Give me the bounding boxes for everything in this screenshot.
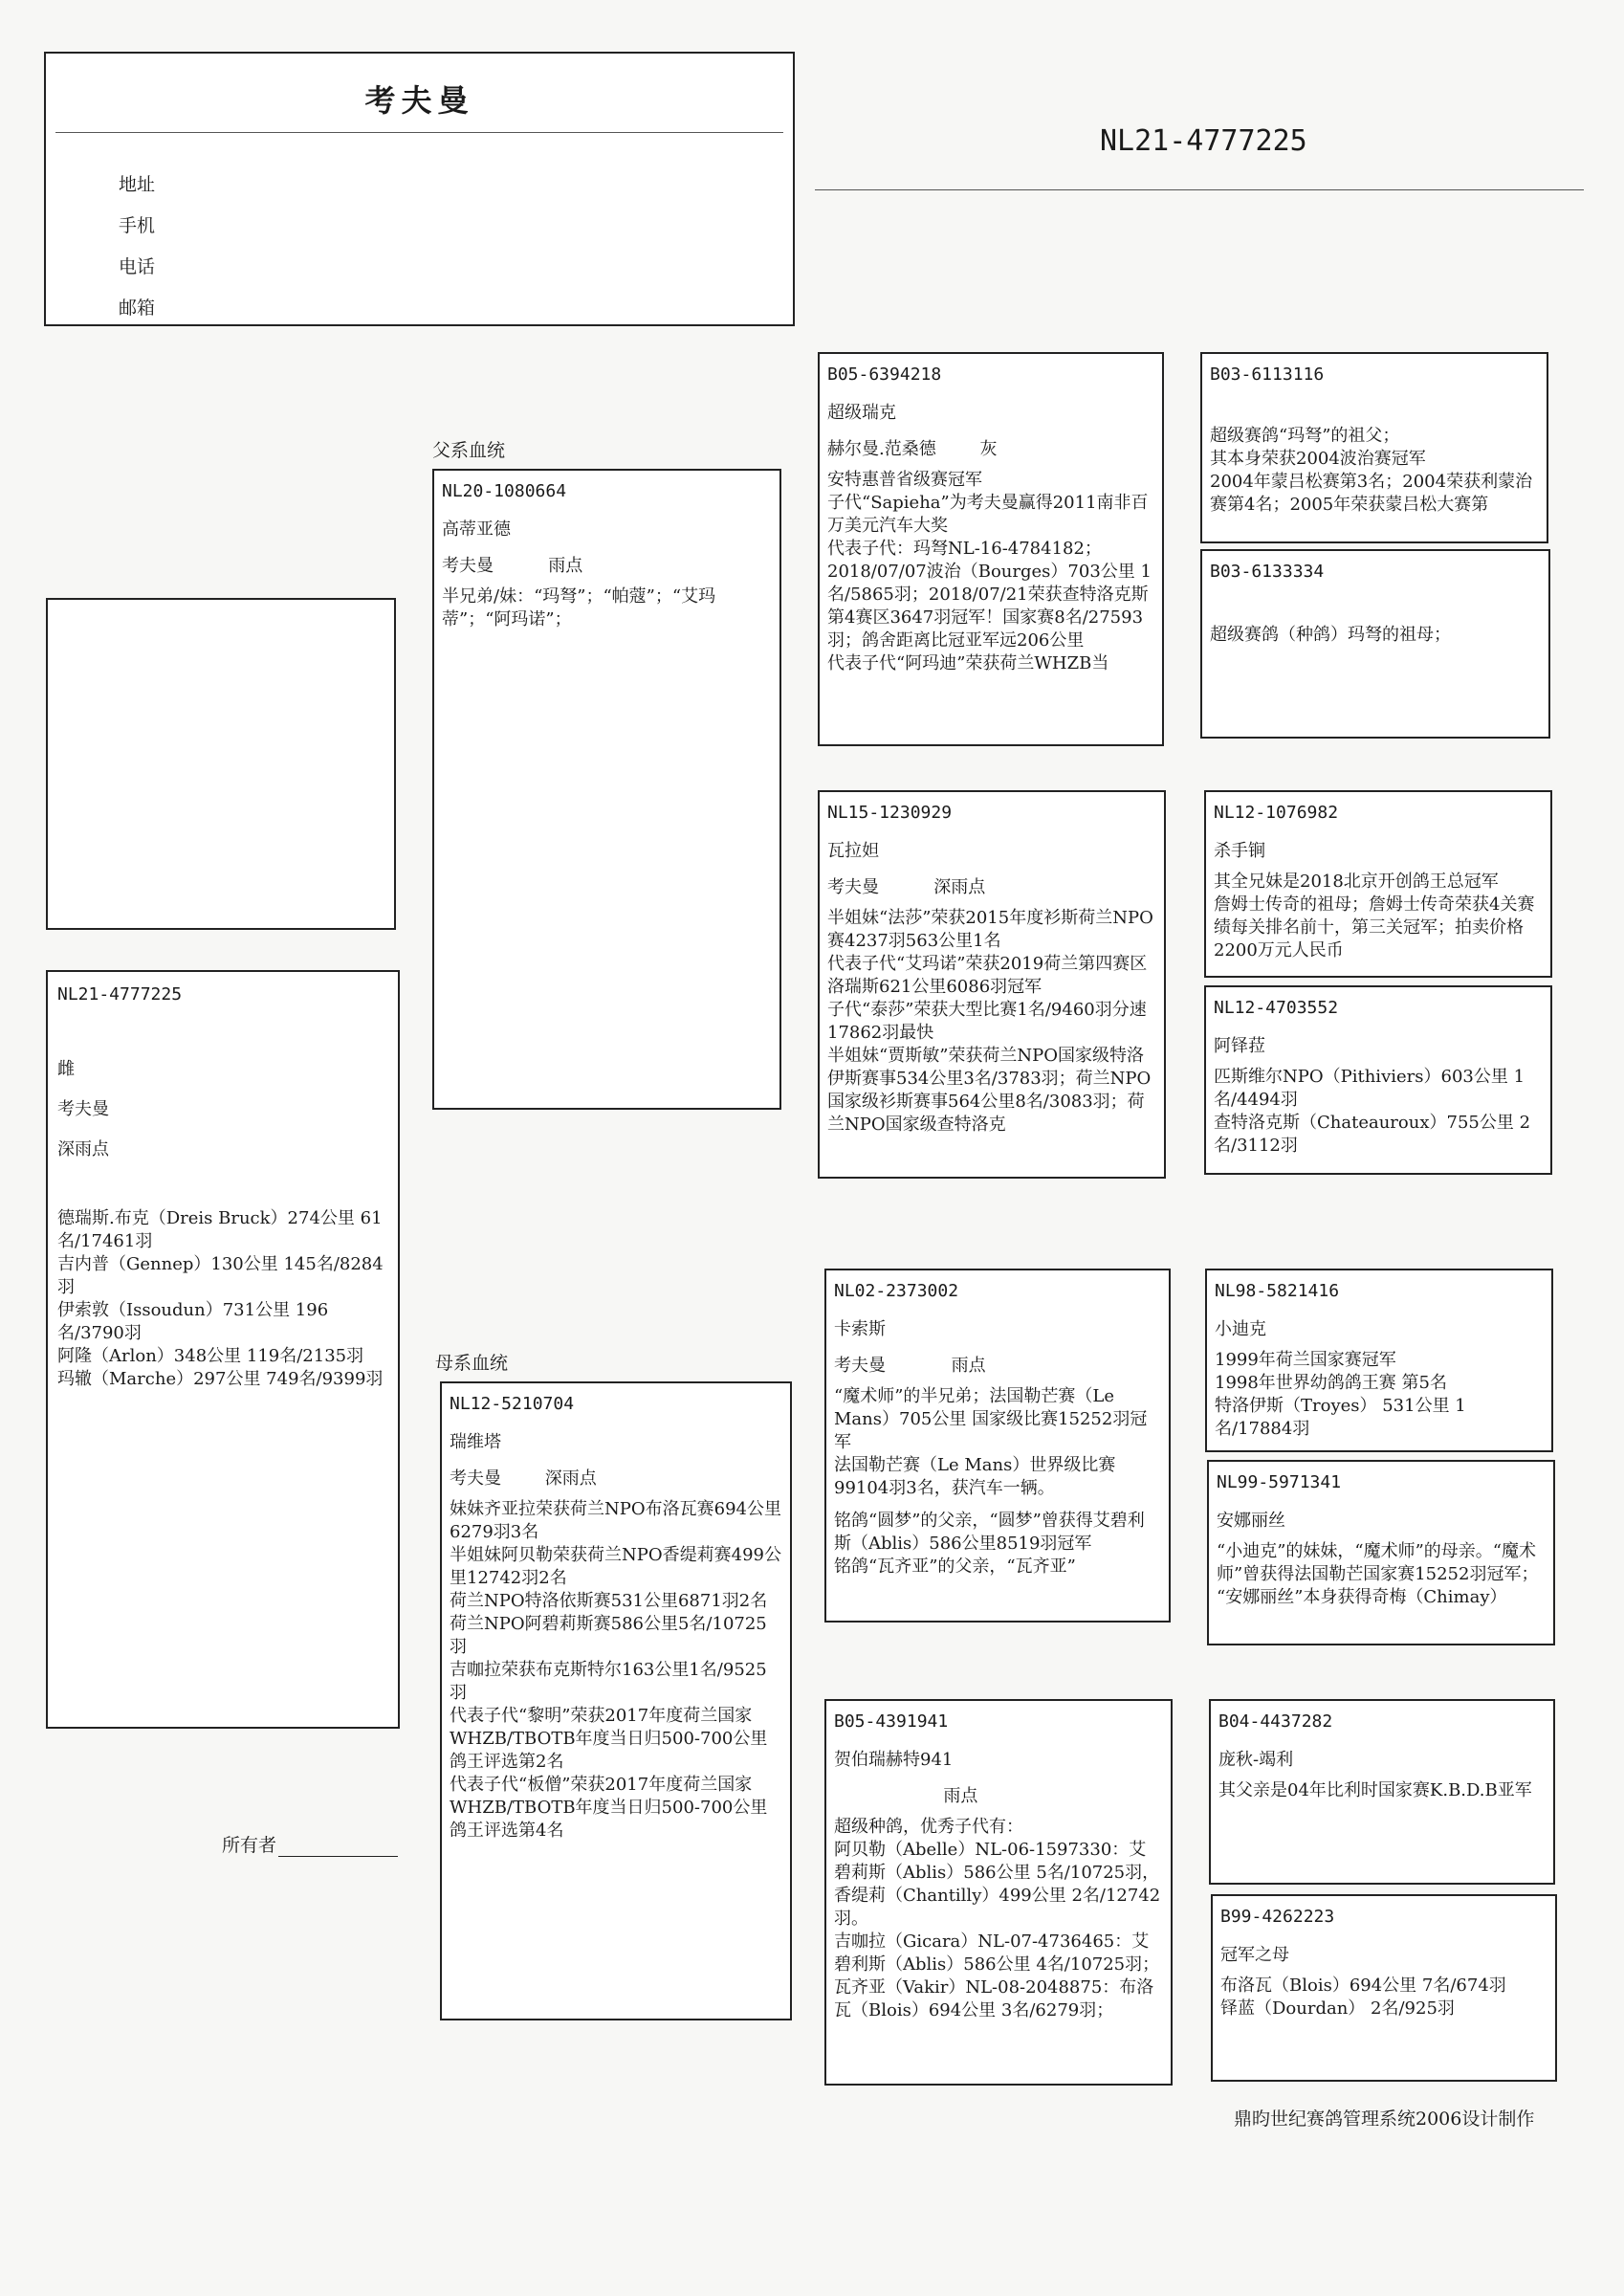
photo-frame xyxy=(46,598,396,930)
subject-card xyxy=(46,970,400,1729)
ring-number-heading: NL21-4777225 xyxy=(1100,124,1307,158)
contact-label-phone: 电话 xyxy=(119,256,156,277)
dam-sire-note: 法国勒芒赛（Le Mans）世界级比赛99104羽3名，获汽车一辆。 xyxy=(834,1455,1116,1498)
dam-note: 代表子代“黎明”荣获2017年度荷兰国家WHZB/TBOTB年度当日归500-700公里鸽王评选第2名 xyxy=(450,1706,768,1772)
dam-dam-notes xyxy=(834,1816,1163,2022)
header-divider xyxy=(55,132,783,133)
ds-dam-name: 安娜丽丝 xyxy=(1217,1511,1285,1531)
dd-sire-card xyxy=(1209,1699,1555,1885)
subject-result: 吉内普（Gennep）130公里 145名/8284羽 xyxy=(57,1254,384,1297)
sire-dam-note: 代表子代“艾玛诺”荣获2019荷兰第四赛区洛瑞斯621公里6086羽冠军 xyxy=(827,954,1148,997)
dam-sire-strain-color: 考夫曼 雨点 xyxy=(834,1356,986,1376)
dam-sire-card xyxy=(824,1269,1171,1623)
sd-sire-card xyxy=(1204,790,1552,978)
dam-dam-name: 贺伯瑞赫特941 xyxy=(834,1750,954,1770)
ss-sire-notes xyxy=(1210,425,1539,517)
ds-dam-note: “安娜丽丝”本身获得奇梅（Chimay） xyxy=(1217,1587,1507,1607)
dam-note: 妹妹齐亚拉荣获荷兰NPO布洛瓦赛694公里6279羽3名 xyxy=(450,1499,781,1542)
dam-dam-strain-color: 雨点 xyxy=(834,1786,978,1806)
dd-dam-note: 铎蓝（Dourdan） 2名/925羽 xyxy=(1220,1998,1455,2019)
ds-sire-note: 1998年世界幼鸽鸽王赛 第5名 xyxy=(1215,1373,1447,1393)
dam-notes xyxy=(450,1498,782,1843)
ds-dam-note: “小迪克”的妹妹，“魔术师”的母亲。“魔术师”曾获得法国勒芒国家赛15252羽冠军； xyxy=(1217,1541,1539,1584)
ss-dam-notes xyxy=(1210,624,1541,647)
ss-sire-note: 2004年蒙吕松赛第3名；2004荣获利蒙治赛第4名；2005年荣获蒙吕松大赛第 xyxy=(1210,472,1533,515)
sire-sire-note: 代表子代：玛弩NL-16-4784182；2018/07/07波治（Bourges）703公里 1名/5865羽；2018/07/21荣获查特洛克斯第4赛区3647羽冠军！国家赛8名/27593羽；鸽舍距离比冠亚军远206公里 xyxy=(827,539,1152,651)
sire-sire-note: 代表子代“阿玛迪”荣获荷兰WHZB当 xyxy=(827,653,1109,673)
subject-sex: 雌 xyxy=(57,1059,75,1079)
subject-result: 伊索敦（Issoudun）731公里 196名/3790羽 xyxy=(57,1300,329,1343)
dd-dam-ring-number: B99-4262223 xyxy=(1220,1907,1335,1927)
owner-signature-line xyxy=(278,1839,398,1857)
sire-dam-note: 半姐妹“法莎”荣获2015年度衫斯荷兰NPO赛4237羽563公里1名 xyxy=(827,908,1153,951)
dam-ring-number: NL12-5210704 xyxy=(450,1394,575,1414)
dd-sire-name: 庞秋-竭利 xyxy=(1218,1750,1294,1770)
sd-dam-name: 阿铎菈 xyxy=(1214,1036,1265,1056)
dam-dam-note: 瓦齐亚（Vakir）NL-08-2048875：布洛瓦（Blois）694公里 3名/6279羽； xyxy=(834,1977,1154,2020)
ss-dam-card xyxy=(1200,549,1550,739)
sire-dam-ring-number: NL15-1230929 xyxy=(827,803,953,823)
footer-credit: 鼎昀世纪赛鸽管理系统2006设计制作 xyxy=(1234,2108,1535,2130)
contact-label-address: 地址 xyxy=(119,174,156,195)
sire-ring-number: NL20-1080664 xyxy=(442,481,567,501)
dam-note: 吉咖拉荣获布克斯特尔163公里1名/9525羽 xyxy=(450,1660,767,1703)
subject-results xyxy=(57,1207,388,1391)
ds-sire-notes xyxy=(1215,1349,1544,1441)
ds-sire-card xyxy=(1205,1269,1553,1452)
sire-dam-note: 子代“泰莎”荣获大型比赛1名/9460羽分速17862羽最快 xyxy=(827,1000,1147,1043)
dd-dam-card xyxy=(1211,1894,1557,2082)
dd-sire-note: 其父亲是04年比利时国家赛K.B.D.B亚军 xyxy=(1218,1780,1532,1800)
ss-sire-note: 其本身荣获2004波治赛冠军 xyxy=(1210,449,1426,469)
dam-sire-ring-number: NL02-2373002 xyxy=(834,1281,959,1301)
dam-strain-color: 考夫曼 深雨点 xyxy=(450,1468,597,1489)
sd-dam-ring-number: NL12-4703552 xyxy=(1214,998,1339,1018)
breeder-title: 考夫曼 xyxy=(364,82,474,119)
dam-sire-note: 铭鸽“圆梦”的父亲，“圆梦”曾获得艾碧利斯（Ablis）586公里8519羽冠军 xyxy=(834,1511,1145,1554)
dd-dam-notes xyxy=(1220,1975,1547,2020)
contact-label-mobile: 手机 xyxy=(119,215,156,236)
dam-dam-card xyxy=(824,1699,1173,2086)
sd-sire-note: 詹姆士传奇的祖母；詹姆士传奇荣获4关赛绩每关排名前十，第三关冠军；拍卖价格2200万元人民币 xyxy=(1214,894,1535,960)
dam-sire-note-spacer xyxy=(834,1500,1161,1510)
sd-sire-note: 其全兄妹是2018北京开创鸽王总冠军 xyxy=(1214,872,1499,892)
ds-sire-name: 小迪克 xyxy=(1215,1319,1266,1339)
dam-dam-note: 超级种鸽，优秀子代有： xyxy=(834,1817,1023,1837)
ds-dam-notes xyxy=(1217,1540,1546,1609)
dam-sire-note: “魔术师”的半兄弟；法国勒芒赛（Le Mans）705公里 国家级比赛15252羽冠军 xyxy=(834,1386,1148,1452)
sd-sire-ring-number: NL12-1076982 xyxy=(1214,803,1339,823)
ss-sire-note: 超级赛鸽“玛弩”的祖父； xyxy=(1210,426,1400,446)
sire-dam-name: 瓦拉妲 xyxy=(827,841,879,861)
dd-sire-ring-number: B04-4437282 xyxy=(1218,1711,1333,1732)
dd-sire-notes xyxy=(1218,1779,1546,1802)
ds-dam-ring-number: NL99-5971341 xyxy=(1217,1472,1342,1492)
ring-number-rule xyxy=(815,189,1584,190)
subject-result: 玛辙（Marche）297公里 749名/9399羽 xyxy=(57,1369,384,1389)
sd-dam-note: 查特洛克斯（Chateauroux）755公里 2名/3112羽 xyxy=(1214,1113,1531,1156)
dam-sire-name: 卡索斯 xyxy=(834,1319,886,1339)
sire-card xyxy=(432,469,781,1110)
sire-dam-strain-color: 考夫曼 深雨点 xyxy=(827,877,986,897)
sire-dam-notes xyxy=(827,907,1156,1137)
subject-color: 深雨点 xyxy=(57,1139,109,1159)
ds-sire-note: 1999年荷兰国家赛冠军 xyxy=(1215,1350,1396,1370)
sd-dam-note: 匹斯维尔NPO（Pithiviers）603公里 1名/4494羽 xyxy=(1214,1067,1525,1110)
dam-note: 半姐妹阿贝勒荣获荷兰NPO香缇莉赛499公里12742羽2名 xyxy=(450,1545,781,1588)
owner-label: 所有者 xyxy=(222,1835,277,1856)
ds-sire-note: 特洛伊斯（Troyes） 531公里 1名/17884羽 xyxy=(1215,1396,1466,1439)
sire-sire-name: 超级瑞克 xyxy=(827,403,896,423)
sire-name: 高蒂亚德 xyxy=(442,519,511,540)
sire-dam-card xyxy=(818,790,1166,1179)
ss-dam-ring-number: B03-6133334 xyxy=(1210,562,1325,582)
sd-dam-notes xyxy=(1214,1066,1543,1158)
contact-box xyxy=(44,52,795,326)
owner-field xyxy=(222,1831,398,1857)
dam-note: 荷兰NPO阿碧莉斯赛586公里5名/10725羽 xyxy=(450,1614,767,1657)
ds-dam-card xyxy=(1207,1460,1555,1645)
subject-result: 德瑞斯.布克（Dreis Bruck）274公里 61名/17461羽 xyxy=(57,1208,383,1251)
sire-note: 半兄弟/妹：“玛弩”；“帕蔻”；“艾玛蒂”；“阿玛诺”； xyxy=(442,586,716,629)
ss-sire-ring-number: B03-6113116 xyxy=(1210,364,1325,385)
dam-sire-note: 铭鸽“瓦齐亚”的父亲，“瓦齐亚” xyxy=(834,1556,1076,1577)
sd-dam-card xyxy=(1204,985,1552,1175)
sd-sire-name: 杀手锏 xyxy=(1214,841,1265,861)
ss-sire-card xyxy=(1200,352,1548,543)
sire-strain-color: 考夫曼 雨点 xyxy=(442,556,583,576)
dam-name: 瑞维塔 xyxy=(450,1432,501,1452)
dd-dam-name: 冠军之母 xyxy=(1220,1945,1289,1965)
dam-note: 荷兰NPO特洛依斯赛531公里6871羽2名 xyxy=(450,1591,768,1611)
subject-ring-number: NL21-4777225 xyxy=(57,984,183,1004)
ds-sire-ring-number: NL98-5821416 xyxy=(1215,1281,1340,1301)
subject-result: 阿隆（Arlon）348公里 119名/2135羽 xyxy=(57,1346,364,1366)
sire-line-label: 父系血统 xyxy=(432,440,506,461)
contact-label-email: 邮箱 xyxy=(119,298,156,319)
sire-sire-ring-number: B05-6394218 xyxy=(827,364,942,385)
dam-dam-note: 阿贝勒（Abelle）NL-06-1597330：艾碧莉斯（Ablis）586公里 5名/10725羽，香缇莉（Chantilly）499公里 2名/12742羽。 xyxy=(834,1840,1161,1929)
sire-sire-notes xyxy=(827,469,1154,675)
dam-sire-notes xyxy=(834,1385,1161,1578)
ss-dam-note: 超级赛鸽（种鸽）玛弩的祖母； xyxy=(1210,625,1451,645)
sire-notes xyxy=(442,585,772,631)
dam-card xyxy=(440,1381,792,2020)
dam-line-label: 母系血统 xyxy=(435,1353,509,1374)
dam-dam-note: 吉咖拉（Gicara）NL-07-4736465：艾碧利斯（Ablis）586公里 4名/10725羽； xyxy=(834,1932,1160,1975)
dd-dam-note: 布洛瓦（Blois）694公里 7名/674羽 xyxy=(1220,1976,1506,1996)
dam-dam-ring-number: B05-4391941 xyxy=(834,1711,949,1732)
dam-note: 代表子代“板僧”荣获2017年度荷兰国家WHZB/TBOTB年度当日归500-700公里鸽王评选第4名 xyxy=(450,1775,768,1841)
subject-strain: 考夫曼 xyxy=(57,1099,109,1119)
sire-sire-card xyxy=(818,352,1164,746)
sire-sire-strain-color: 赫尔曼.范桑德 灰 xyxy=(827,439,998,459)
sire-sire-note: 安特惠普省级赛冠军 xyxy=(827,470,982,490)
sire-dam-note: 半姐妹“贾斯敏”荣获荷兰NPO国家级特洛伊斯赛事534公里3名/3783羽；荷兰NPO国家级衫斯赛事564公里8名/3083羽；荷兰NPO国家级查特洛克 xyxy=(827,1046,1152,1135)
sd-sire-notes xyxy=(1214,871,1543,962)
sire-sire-note: 子代“Sapieha”为考夫曼赢得2011南非百万美元汽车大奖 xyxy=(827,493,1149,536)
